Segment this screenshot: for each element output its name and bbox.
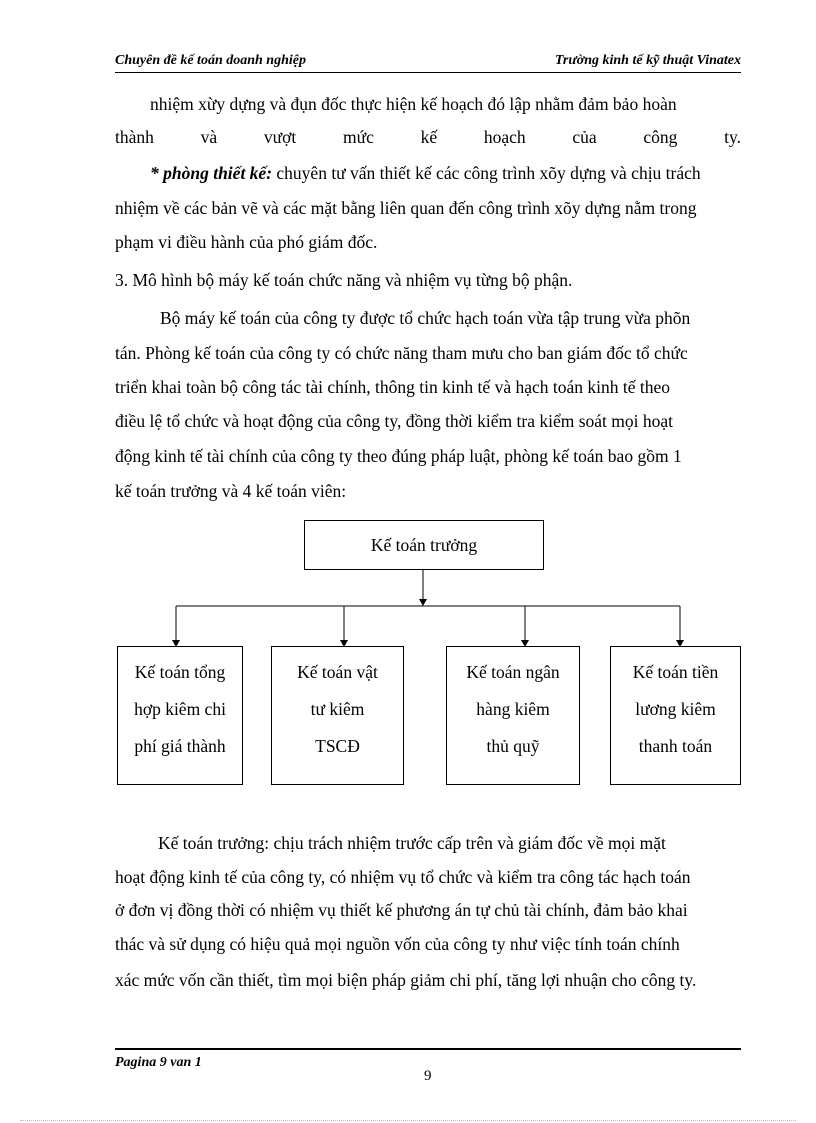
text-line: động kinh tế tài chính của công ty theo đúng pháp luật, phòng kế toán bao gồm 1 xyxy=(115,446,682,466)
text-line: phạm vi điều hành của phó giám đốc. xyxy=(115,232,378,252)
chart-box-general-accounting xyxy=(117,646,243,785)
section-heading: 3. Mô hình bộ máy kế toán chức năng và nhiệm vụ từng bộ phận. xyxy=(115,270,573,290)
chart-box-line: phí giá thành xyxy=(134,736,226,756)
text-line: tán. Phòng kế toán của công ty có chức năng tham mưu cho ban giám đốc tổ chức xyxy=(115,343,688,363)
page-number: 9 xyxy=(424,1068,432,1084)
text-line: Kế toán trưởng: chịu trách nhiệm trước cấp trên và giám đốc về mọi mặt xyxy=(158,833,666,853)
header-right: Trường kinh tế kỹ thuật Vinatex xyxy=(554,53,741,68)
text-line: nhiệm xừy dựng và đụn đốc thực hiện kế hoạch đó lập nhằm đảm bảo hoàn xyxy=(150,94,677,114)
page-edge-divider xyxy=(20,1120,796,1121)
chart-box-line: lương kiêm xyxy=(635,699,716,719)
chart-box-line: tư kiêm xyxy=(310,699,365,719)
text-line: Bộ máy kế toán của công ty được tổ chức hạch toán vừa tập trung vừa phõn xyxy=(160,308,691,328)
chart-box-chief-accountant: Kế toán trưởng xyxy=(304,520,544,570)
text-line: kế toán trưởng và 4 kế toán viên: xyxy=(115,481,347,501)
text-line: điều lệ tổ chức và hoạt động của công ty, đồng thời kiểm tra kiểm soát mọi hoạt xyxy=(115,411,674,431)
design-text: chuyên tư vấn thiết kế các công trình xõy dựng và chịu trách xyxy=(276,163,701,183)
design-label: * phòng thiết kế: xyxy=(150,163,273,183)
chart-box-line: Kế toán tiền xyxy=(632,662,719,682)
chart-box-line: TSCĐ xyxy=(315,736,360,756)
chart-box-line: thanh toán xyxy=(638,736,713,756)
text-line: ở đơn vị đồng thời có nhiệm vụ thiết kế phương án tự chủ tài chính, đảm bảo khai xyxy=(115,900,688,920)
chart-box-materials-accounting xyxy=(271,646,404,785)
chart-box-line: hợp kiêm chi xyxy=(134,699,226,719)
chart-box-line: Kế toán ngân xyxy=(466,662,560,682)
text-line: triển khai toàn bộ công tác tài chính, thông tin kinh tế và hạch toán kinh tế theo xyxy=(115,377,670,397)
chart-box-bank-accounting xyxy=(446,646,580,785)
footer-divider xyxy=(115,1048,741,1050)
chart-box-line: hàng kiêm xyxy=(476,699,550,719)
header-left: Chuyên đề kế toán doanh nghiệp xyxy=(115,53,306,68)
chart-box-line: Kế toán vật xyxy=(297,662,378,682)
text-line: thành và vượt mức kế hoạch của công ty. xyxy=(115,127,741,147)
text-line: hoạt động kinh tế của công ty, có nhiệm vụ tổ chức và kiểm tra công tác hạch toán xyxy=(115,867,691,887)
text-line: nhiệm về các bản vẽ và các mặt bằng liên quan đến công trình xõy dựng nằm trong xyxy=(115,198,697,218)
chart-box-line: thủ quỹ xyxy=(486,736,540,756)
text-line: thác và sử dụng có hiệu quả mọi nguồn vốn của công ty như việc tính toán chính xyxy=(115,934,680,954)
text-line: xác mức vốn cần thiết, tìm mọi biện pháp giảm chi phí, tăng lợi nhuận cho công ty. xyxy=(115,970,697,990)
footer-pagina: Pagina 9 van 1 xyxy=(115,1055,202,1070)
chart-box-line: Kế toán tổng xyxy=(134,662,226,682)
chart-box-payroll-accounting xyxy=(610,646,741,785)
